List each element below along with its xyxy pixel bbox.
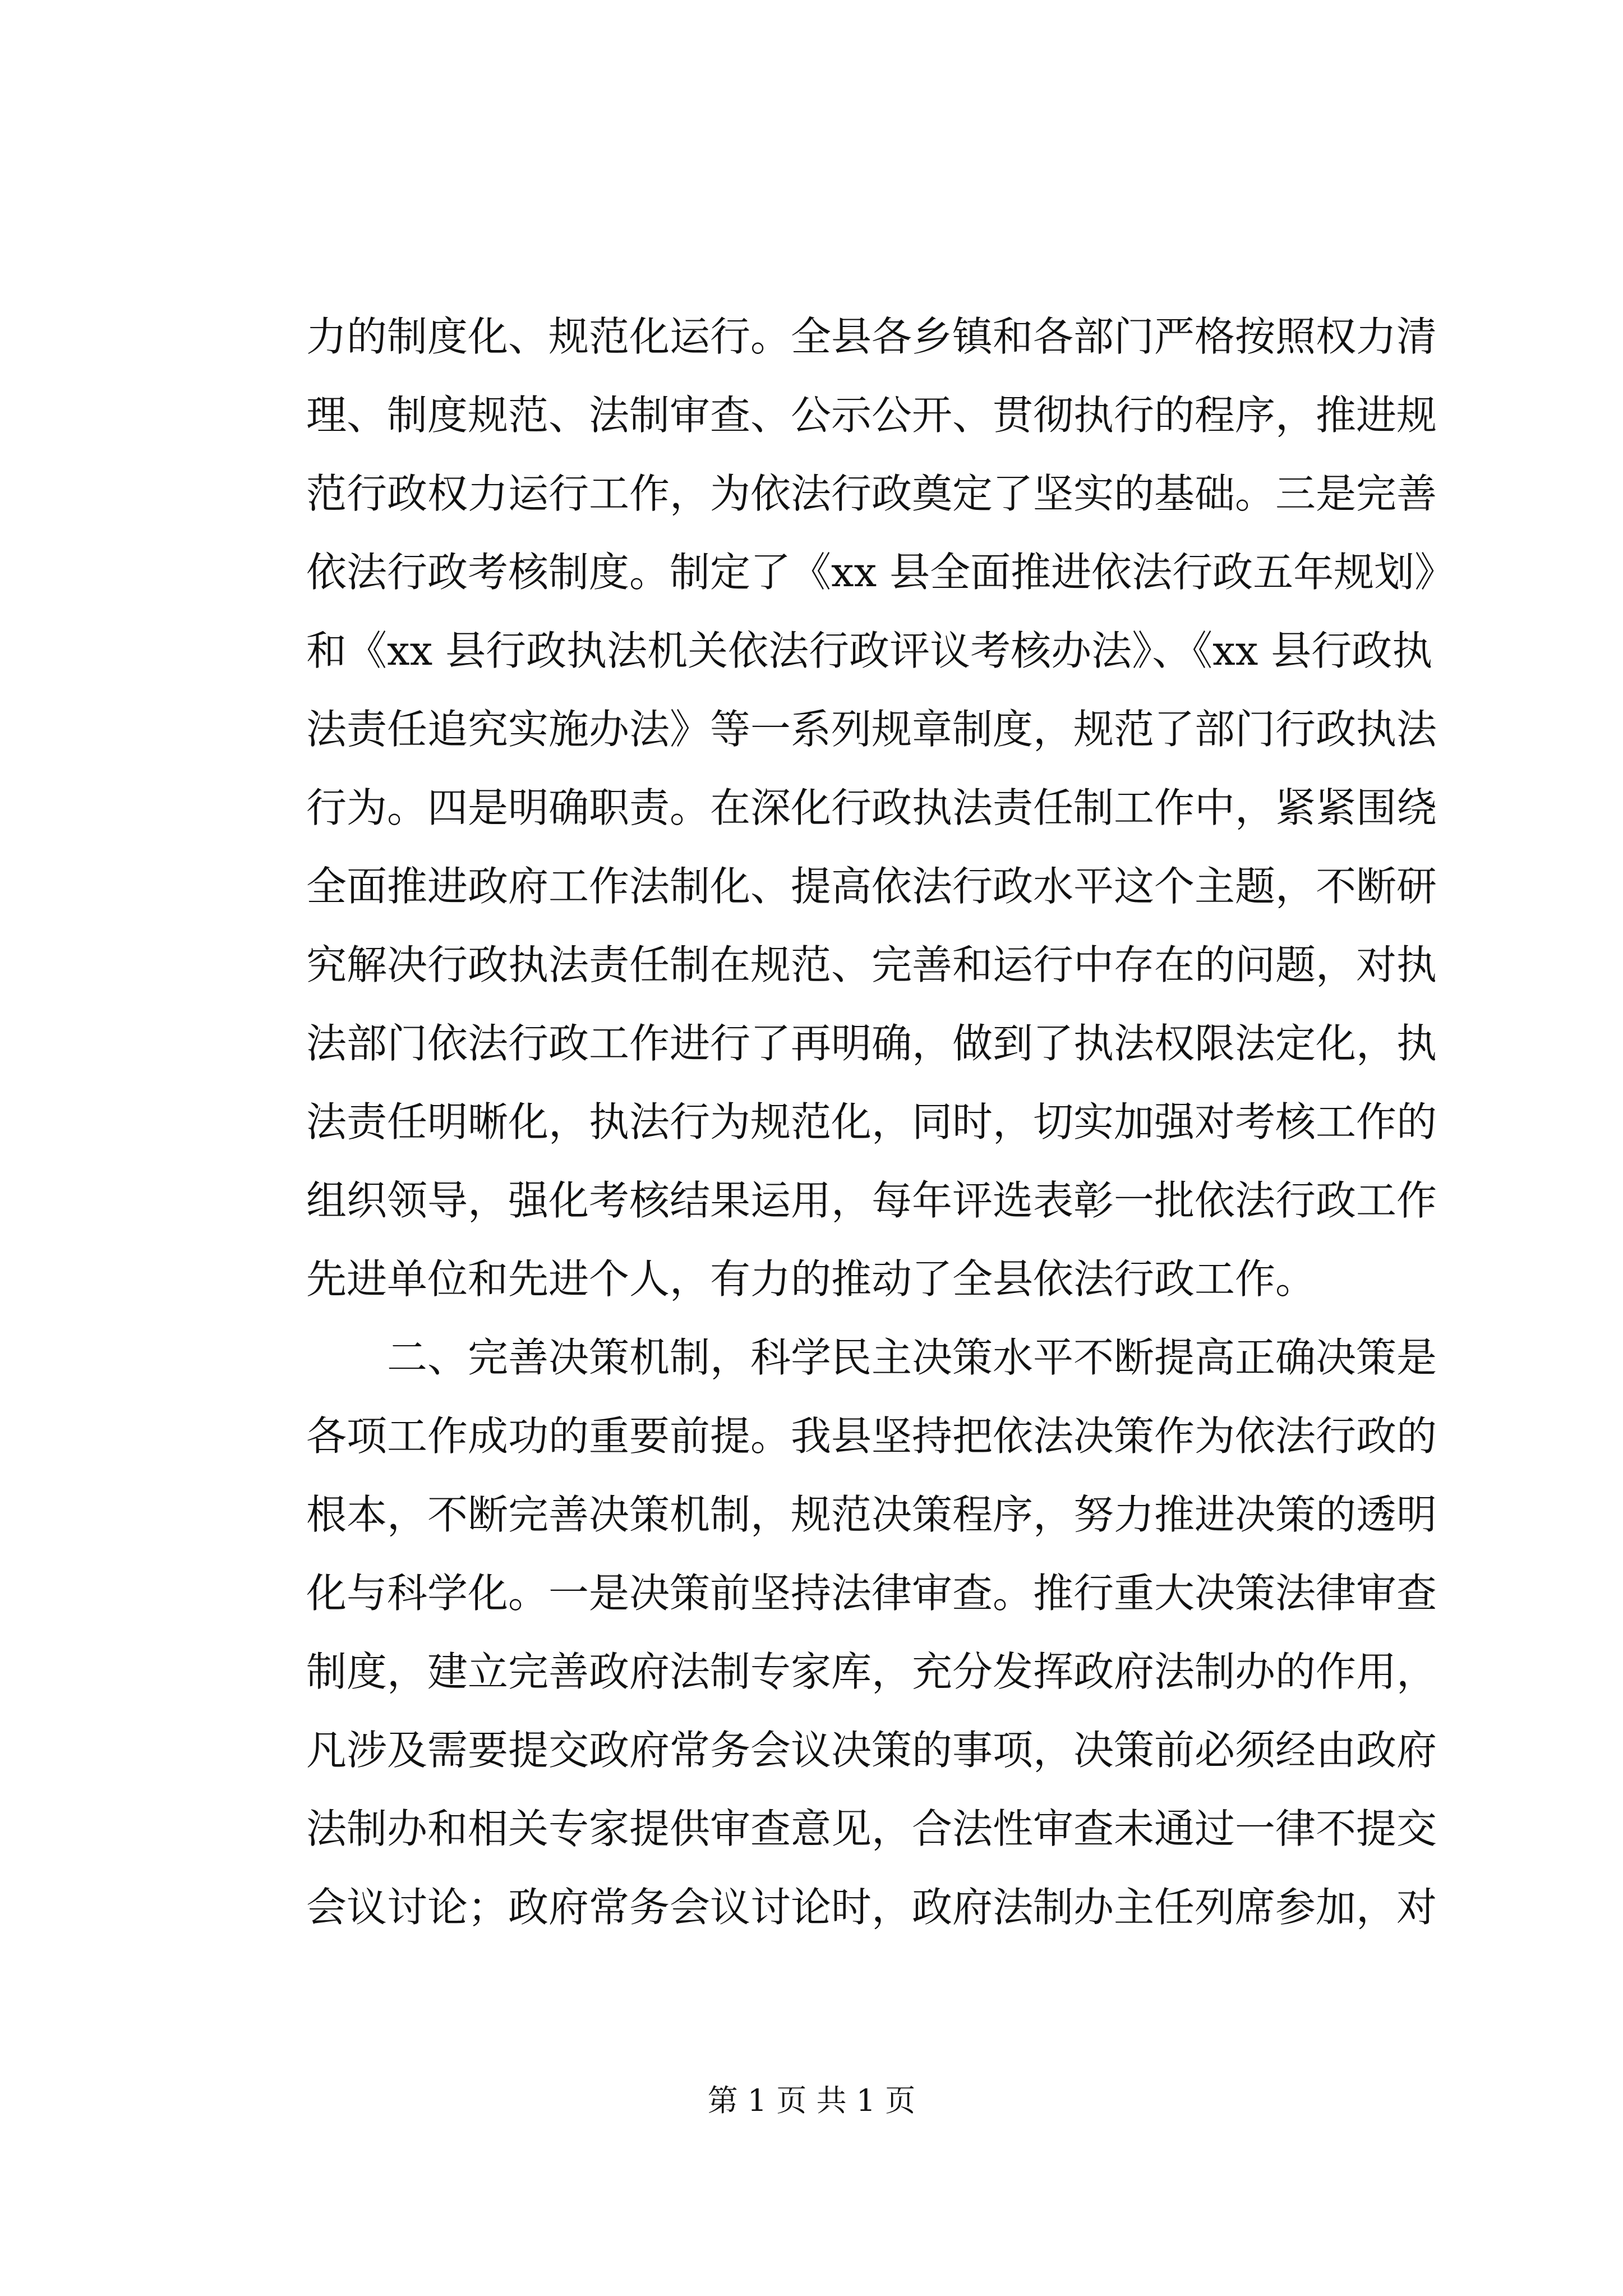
text-line: 依法行政考核制度。制定了《xx 县全面推进依法行政五年规划》 bbox=[306, 549, 1455, 596]
text-line: 会议讨论；政府常务会议讨论时，政府法制办主任列席参加，对 bbox=[306, 1884, 1437, 1931]
text-line: 根本，不断完善决策机制，规范决策程序，努力推进决策的透明 bbox=[306, 1491, 1437, 1538]
text-line: 力的制度化、规范化运行。全县各乡镇和各部门严格按照权力清 bbox=[306, 313, 1437, 360]
text-line: 全面推进政府工作法制化、提高依法行政水平这个主题，不断研 bbox=[306, 863, 1437, 910]
text-line: 行为。四是明确职责。在深化行政执法责任制工作中，紧紧围绕 bbox=[306, 784, 1437, 831]
text-line: 法责任明晰化，执法行为规范化，同时，切实加强对考核工作的 bbox=[306, 1098, 1437, 1145]
text-line: 究解决行政执法责任制在规范、完善和运行中存在的问题，对执 bbox=[306, 941, 1437, 988]
page-number-footer: 第 1 页 共 1 页 bbox=[707, 2083, 916, 2118]
text-line: 组织领导，强化考核结果运用，每年评选表彰一批依法行政工作 bbox=[306, 1177, 1437, 1224]
text-line: 法部门依法行政工作进行了再明确，做到了执法权限法定化，执 bbox=[306, 1020, 1437, 1067]
text-line: 二、完善决策机制，科学民主决策水平不断提高正确决策是 bbox=[306, 1334, 1437, 1381]
text-line: 先进单位和先进个人，有力的推动了全县依法行政工作。 bbox=[306, 1255, 1316, 1303]
text-line: 制度，建立完善政府法制专家库，充分发挥政府法制办的作用， bbox=[306, 1648, 1437, 1695]
text-line: 和《xx 县行政执法机关依法行政评议考核办法》、《xx 县行政执 bbox=[306, 627, 1433, 674]
text-line: 法制办和相关专家提供审查意见，合法性审查未通过一律不提交 bbox=[306, 1805, 1437, 1852]
text-line: 化与科学化。一是决策前坚持法律审查。推行重大决策法律审查 bbox=[306, 1570, 1437, 1617]
text-line: 范行政权力运行工作，为依法行政奠定了坚实的基础。三是完善 bbox=[306, 470, 1437, 517]
text-line: 各项工作成功的重要前提。我县坚持把依法决策作为依法行政的 bbox=[306, 1412, 1437, 1460]
text-line: 凡涉及需要提交政府常务会议决策的事项，决策前必须经由政府 bbox=[306, 1727, 1437, 1774]
body-text bbox=[306, 297, 1455, 1947]
text-line: 理、制度规范、法制审查、公示公开、贯彻执行的程序，推进规 bbox=[306, 392, 1437, 439]
text-line: 法责任追究实施办法》等一系列规章制度，规范了部门行政执法 bbox=[306, 706, 1437, 753]
